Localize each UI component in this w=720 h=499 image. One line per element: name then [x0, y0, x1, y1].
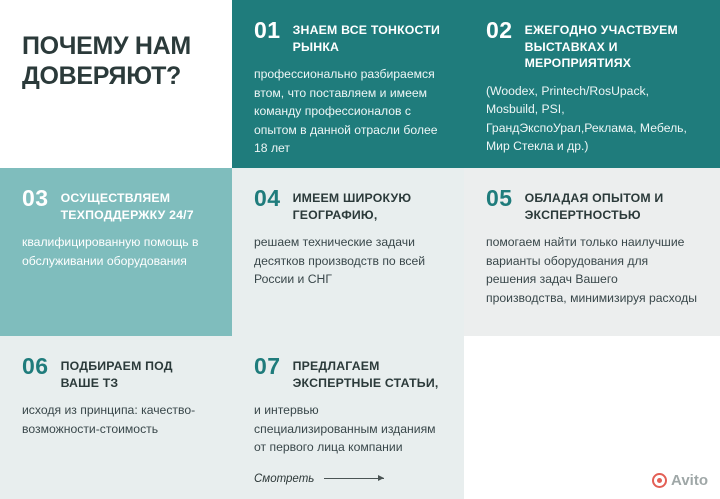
card-header	[486, 186, 700, 223]
card-heading: ЗНАЕМ ВСЕ ТОНКОСТИ РЫНКА	[292, 23, 441, 54]
card-number: 07	[254, 353, 281, 379]
benefit-card-05	[464, 168, 720, 336]
card-heading: ПОДБИРАЕМ ПОД ВАШЕ ТЗ	[60, 359, 173, 390]
more-link-label: Смотреть	[254, 472, 315, 485]
benefit-card-02	[464, 0, 720, 168]
card-header	[254, 18, 444, 55]
card-header	[486, 18, 700, 72]
card-body: решаем технические задачи десятков производств по всей России и СНГ	[254, 235, 426, 287]
more-link-07[interactable]	[254, 473, 444, 485]
card-heading: ИМЕЕМ ШИРОКУЮ ГЕОГРАФИЮ,	[292, 191, 412, 222]
card-number: 04	[254, 185, 281, 211]
benefit-card-01	[232, 0, 464, 168]
card-body: квалифицированную помощь в обслуживании оборудования	[22, 235, 199, 268]
card-number: 03	[22, 185, 49, 211]
page-title: ПОЧЕМУ НАМ ДОВЕРЯЮТ?	[22, 32, 191, 90]
benefit-card-04	[232, 168, 464, 336]
watermark-cell	[464, 336, 720, 499]
arrow-right-icon	[324, 478, 384, 479]
watermark-label: Avito	[671, 472, 708, 489]
card-header	[22, 354, 212, 391]
card-heading: ПРЕДЛАГАЕМ ЭКСПЕРТНЫЕ СТАТЬИ,	[292, 359, 439, 390]
avito-logo-icon	[652, 473, 667, 488]
card-number: 02	[486, 17, 513, 43]
card-number: 05	[486, 185, 513, 211]
card-heading: ОСУЩЕСТВЛЯЕМ ТЕХПОДДЕРЖКУ 24/7	[60, 191, 194, 222]
card-heading: ЕЖЕГОДНО УЧАСТВУЕМ ВЫСТАВКАХ И МЕРОПРИЯТИЯХ	[524, 23, 679, 71]
card-body: (Woodex, Printech/RosUpack, Mosbuild, PSI, ГрандЭкспоУрал,Реклама, Мебель, Мир Стекла и др.)	[486, 83, 687, 154]
card-header	[254, 186, 444, 223]
card-number: 06	[22, 353, 49, 379]
card-header	[22, 186, 212, 223]
title-card	[0, 0, 232, 168]
card-body: исходя из принципа: качество-возможности-стоимость	[22, 403, 196, 436]
card-body: и интервью специализированным изданиям от первого лица компании	[254, 403, 436, 455]
benefit-card-07	[232, 336, 464, 499]
benefit-card-06	[0, 336, 232, 499]
card-header	[254, 354, 444, 391]
benefit-card-03	[0, 168, 232, 336]
avito-watermark	[652, 472, 708, 489]
card-number: 01	[254, 17, 281, 43]
card-body: помогаем найти только наилучшие варианты оборудования для решения задач Вашего производства, минимизируя расходы	[486, 235, 697, 305]
card-body: профессионально разбираемся втом, что поставляем и имеем команду профессионалов с опытом в данной отрасли более 18 лет	[254, 67, 438, 156]
card-heading: ОБЛАДАЯ ОПЫТОМ И ЭКСПЕРТНОСТЬЮ	[524, 191, 664, 222]
